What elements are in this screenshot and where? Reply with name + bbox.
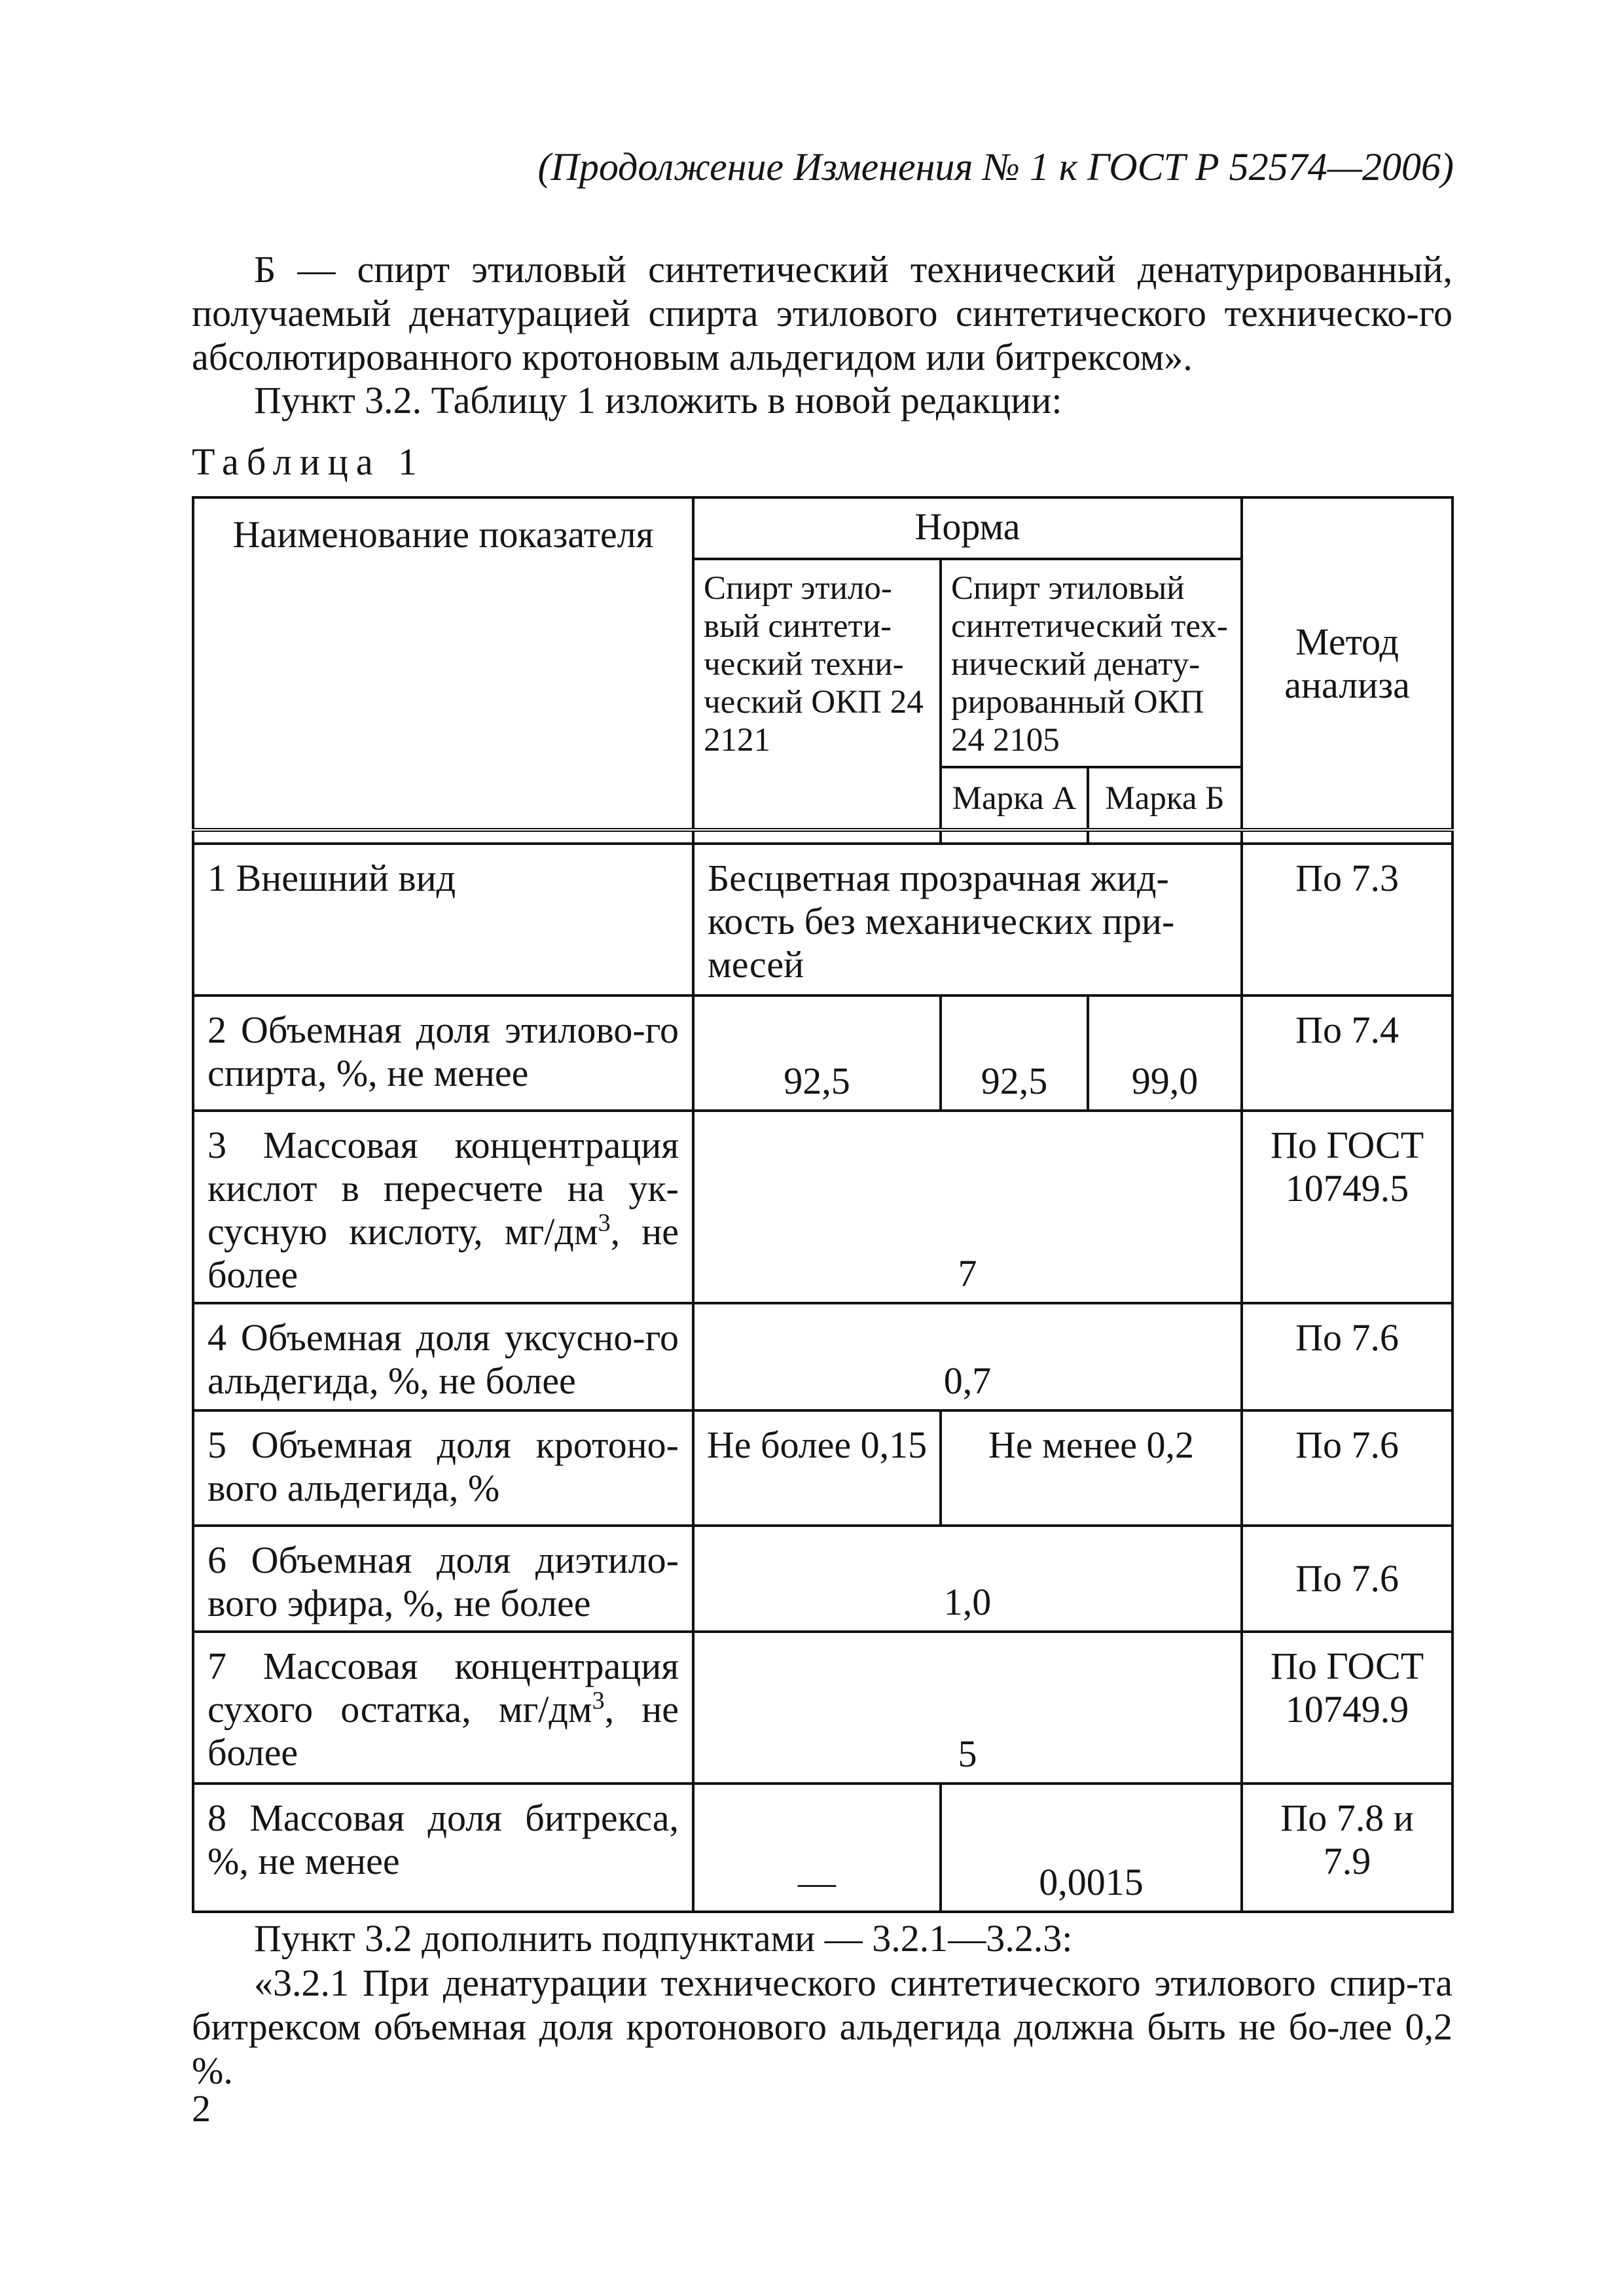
table-row xyxy=(193,1526,1453,1632)
header-marka-b: Марка Б xyxy=(1088,767,1242,830)
header-technical: Спирт этило-вый синтети-ческий техни-ческий ОКП 24 2121 xyxy=(693,559,941,830)
paragraph-add: Пункт 3.2 дополнить подпунктами — 3.2.1—3.2.3: xyxy=(254,1917,1073,1960)
paragraph-table-intro: Пункт 3.2. Таблицу 1 изложить в новой редакции: xyxy=(254,379,1062,422)
row-merged-value: 5 xyxy=(693,1632,1242,1784)
header-norma: Норма xyxy=(693,497,1242,559)
table-row xyxy=(193,1303,1453,1410)
row-method: По 7.4 xyxy=(1242,996,1453,1111)
table-row xyxy=(193,844,1453,996)
row-name: 2 Объемная доля этилово-го спирта, %, не менее xyxy=(193,996,693,1111)
row-merged-value: 1,0 xyxy=(693,1526,1242,1632)
row-method: По 7.6 xyxy=(1242,1303,1453,1410)
header-marka-a: Марка А xyxy=(941,767,1088,830)
row-merged-value: 7 xyxy=(693,1111,1242,1303)
header-name: Наименование показателя xyxy=(193,497,693,830)
row-technical-value: Не более 0,15 xyxy=(693,1410,941,1526)
page-number: 2 xyxy=(192,2087,211,2130)
row-denatured-value: 0,0015 xyxy=(941,1784,1242,1912)
paragraph-321: «3.2.1 При денатурации технического синтетического этилового спир-та битрексом объемная доля кротонового альдегида должна быть не бо-лее 0,2 %. xyxy=(192,1962,1453,2092)
row-method: По 7.6 xyxy=(1242,1526,1453,1632)
row-technical-value: — xyxy=(693,1784,941,1912)
table-caption: Таблица 1 xyxy=(192,440,425,483)
table-row xyxy=(193,1111,1453,1303)
row-name: 8 Массовая доля битрекса, %, не менее xyxy=(193,1784,693,1912)
row-name: 6 Объемная доля диэтило-вого эфира, %, не более xyxy=(193,1526,693,1632)
row-marka-b-value: 99,0 xyxy=(1088,996,1242,1111)
table-row xyxy=(193,996,1453,1111)
header-method: Метод анализа xyxy=(1242,497,1453,830)
table-row xyxy=(193,1784,1453,1912)
header-denatured: Спирт этиловый синтетический тех-нический денату-рированный ОКП 24 2105 xyxy=(941,559,1242,767)
table-row xyxy=(193,1632,1453,1784)
paragraph-b: Б — спирт этиловый синтетический технический денатурированный, получаемый денатурацией спирта этилового синтетического техническо-го абсолютированного кротоновым альдегидом или битрексом». xyxy=(192,248,1453,378)
row-method: По 7.6 xyxy=(1242,1410,1453,1526)
row-name: 3 Массовая концентрация кислот в пересчете на ук-сусную кислоту, $мг/дм^3$, не более xyxy=(193,1111,693,1303)
row-technical-value: 92,5 xyxy=(693,996,941,1111)
row-name: 7 Массовая концентрация сухого остатка, $мг/дм^3$, не более xyxy=(193,1632,693,1784)
row-name: 4 Объемная доля уксусно-го альдегида, %, не более xyxy=(193,1303,693,1410)
row-denatured-value: Не менее 0,2 xyxy=(941,1410,1242,1526)
indicators-table xyxy=(192,496,1454,1913)
row-name: 5 Объемная доля кротоно-вого альдегида, % xyxy=(193,1410,693,1526)
row-method: По 7.8 и 7.9 xyxy=(1242,1784,1453,1912)
row-merged-value: 0,7 xyxy=(693,1303,1242,1410)
row-method: По ГОСТ 10749.5 xyxy=(1242,1111,1453,1303)
row-method: По 7.3 xyxy=(1242,844,1453,996)
row-method: По ГОСТ 10749.9 xyxy=(1242,1632,1453,1784)
row-merged-value: Бесцветная прозрачная жид-кость без механических при-месей xyxy=(693,844,1242,996)
row-marka-a-value: 92,5 xyxy=(941,996,1088,1111)
continuation-header: (Продолжение Изменения № 1 к ГОСТ Р 52574—2006) xyxy=(537,145,1454,188)
table-row xyxy=(193,1410,1453,1526)
row-name: 1 Внешний вид xyxy=(193,844,693,996)
